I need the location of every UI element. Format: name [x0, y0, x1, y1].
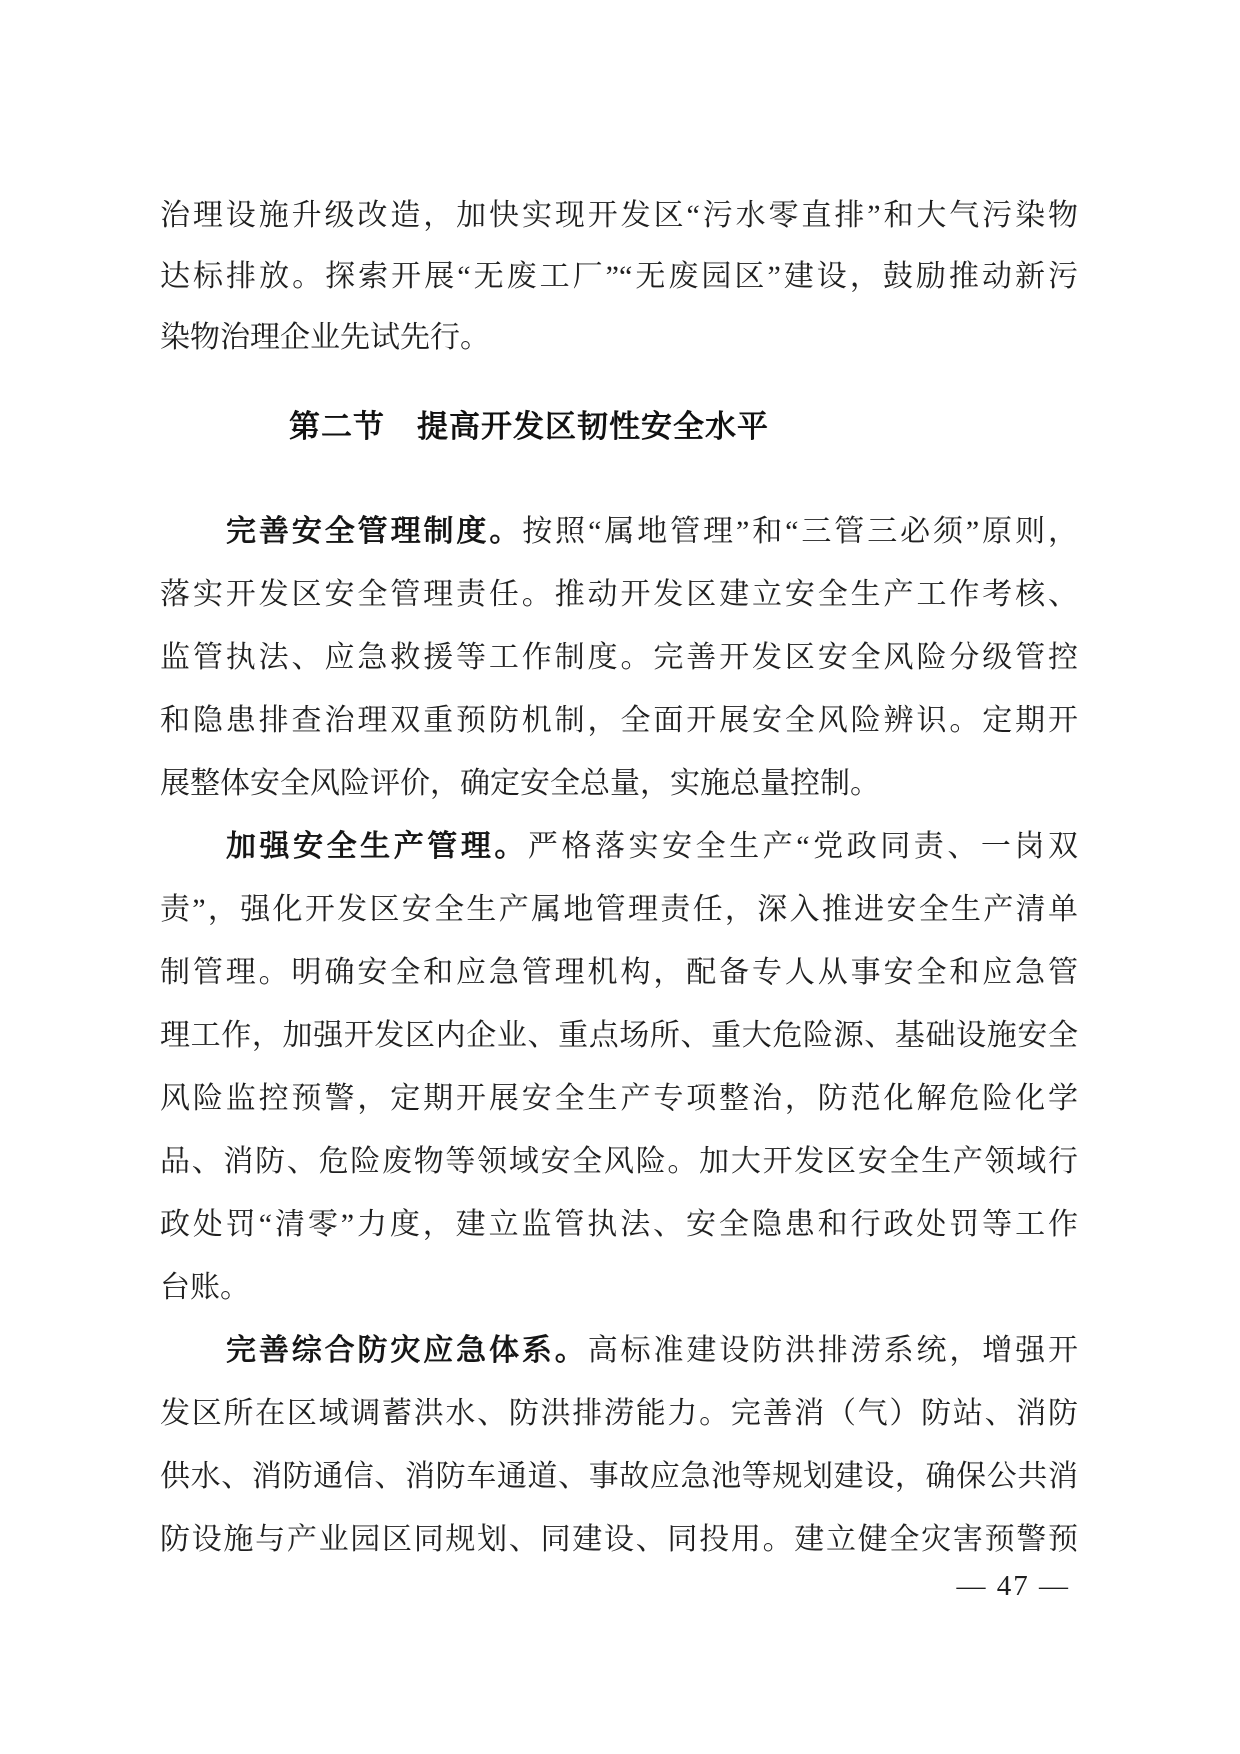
- paragraph-lead: 完善安全管理制度。: [226, 515, 523, 548]
- paragraph-lead: 加强安全生产管理。: [226, 830, 528, 863]
- body-line: 治理设施升级改造，加快实现开发区“污水零直排”和大气污染物: [160, 199, 1078, 232]
- section-body: [160, 500, 1078, 1571]
- body-line: 展整体安全风险评价，确定安全总量，实施总量控制。: [160, 767, 880, 800]
- body-line: 风险监控预警，定期开展安全生产专项整治，防范化解危险化学: [160, 1082, 1078, 1115]
- body-line: 防设施与产业园区同规划、同建设、同投用。建立健全灾害预警预: [160, 1523, 1078, 1556]
- paragraph-disaster-emergency: [160, 1319, 1078, 1571]
- paragraph-safety-management: [160, 500, 1078, 815]
- body-line: 台账。: [160, 1271, 250, 1304]
- body-line: 制管理。明确安全和应急管理机构，配备专人从事安全和应急管: [160, 956, 1078, 989]
- intro-paragraph: [160, 185, 1078, 368]
- body-line: 染物治理企业先试先行。: [160, 321, 490, 354]
- body-line: [160, 815, 1078, 878]
- body-line: [160, 500, 1078, 563]
- body-line: [160, 1319, 1078, 1382]
- body-line: 达标排放。探索开展“无废工厂”“无废园区”建设，鼓励推动新污: [160, 260, 1078, 293]
- body-line-text: 高标准建设防洪排涝系统，增强开: [587, 1334, 1079, 1367]
- section-heading: 第二节 提高开发区韧性安全水平: [289, 409, 769, 444]
- body-line: 落实开发区安全管理责任。推动开发区建立安全生产工作考核、: [160, 578, 1078, 611]
- body-line: 供水、消防通信、消防车通道、事故应急池等规划建设，确保公共消: [160, 1460, 1078, 1493]
- body-line: 监管执法、应急救援等工作制度。完善开发区安全风险分级管控: [160, 641, 1078, 674]
- body-line: 理工作，加强开发区内企业、重点场所、重大危险源、基础设施安全: [160, 1019, 1078, 1052]
- body-line: 品、消防、危险废物等领域安全风险。加大开发区安全生产领域行: [160, 1145, 1078, 1178]
- body-line-text: 按照“属地管理”和“三管三必须”原则，: [522, 515, 1079, 548]
- body-line: 政处罚“清零”力度，建立监管执法、安全隐患和行政处罚等工作: [160, 1208, 1078, 1241]
- paragraph-lead: 完善综合防灾应急体系。: [226, 1334, 588, 1367]
- body-line-text: 严格落实安全生产“党政同责、一岗双: [527, 830, 1078, 863]
- paragraph-production-safety: [160, 815, 1078, 1319]
- body-line: 发区所在区域调蓄洪水、防洪排涝能力。完善消（气）防站、消防: [160, 1397, 1078, 1430]
- body-line: 责”，强化开发区安全生产属地管理责任，深入推进安全生产清单: [160, 893, 1078, 926]
- body-line: 和隐患排查治理双重预防机制，全面开展安全风险辨识。定期开: [160, 704, 1078, 737]
- page-number: — 47 —: [956, 1570, 1070, 1602]
